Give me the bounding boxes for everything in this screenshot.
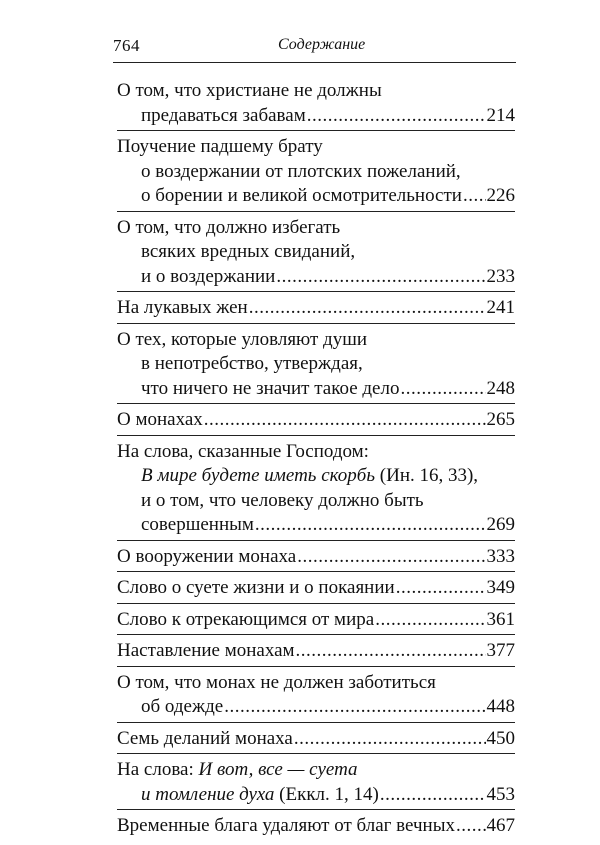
- toc-entry-last-line: [117, 695, 515, 720]
- toc-entry[interactable]: [117, 758, 515, 810]
- toc-entry-text: Семь деланий монаха: [117, 727, 293, 749]
- dot-leader: [400, 377, 485, 402]
- dot-leader: [255, 513, 486, 538]
- toc-entry-line: и о том, что человеку должно быть: [141, 489, 424, 511]
- toc-entry-line: О том, что монах не должен заботиться: [117, 671, 436, 693]
- toc-entry-last-line: [117, 639, 515, 664]
- toc-entry[interactable]: [117, 135, 515, 212]
- toc-entry-last-line: [117, 296, 515, 321]
- toc-entry-last-line: [117, 184, 515, 209]
- toc-entry[interactable]: [117, 440, 515, 541]
- toc-page-number: 265: [486, 409, 515, 430]
- toc-entry[interactable]: [117, 296, 515, 324]
- dot-leader: [224, 695, 485, 720]
- toc-page-number: 241: [486, 297, 515, 318]
- toc-entry-line: На слова, сказанные Господом:: [117, 440, 369, 462]
- toc-entry-last-line: [117, 545, 515, 570]
- toc-page-number: 448: [486, 696, 515, 717]
- toc-entry-last-line: [117, 608, 515, 633]
- dot-leader: [249, 296, 486, 321]
- toc-page-number: 361: [486, 608, 515, 630]
- toc-entry[interactable]: [117, 671, 515, 723]
- scripture-quote: И вот, все — суета: [198, 759, 358, 780]
- dot-leader: [380, 783, 486, 808]
- toc-entry-text: Слово о суете жизни и о покаянии: [117, 577, 395, 598]
- toc-entry[interactable]: [117, 608, 515, 636]
- toc-entry[interactable]: [117, 639, 515, 667]
- toc-entry-text: О монахах: [117, 409, 203, 430]
- toc-entry-text: Слово к отрекающимся от мира: [117, 608, 375, 630]
- toc-entry[interactable]: [117, 814, 515, 841]
- toc-page-number: 269: [486, 514, 515, 535]
- toc-entry-text: предаваться забавам: [141, 104, 306, 126]
- toc-entry[interactable]: [117, 328, 515, 405]
- dot-leader: [463, 184, 486, 209]
- toc-entry-last-line: [117, 576, 515, 601]
- toc-entry-text: о борении и великой осмотрительности: [141, 185, 462, 206]
- toc-page-number: 248: [486, 377, 515, 399]
- toc-entry-text: совершенным: [141, 514, 254, 535]
- toc-page-number: 453: [486, 783, 515, 805]
- toc-page-number: 333: [486, 545, 515, 567]
- dot-leader: [396, 576, 486, 601]
- toc-entry-line: о воздержании от плотских пожеланий,: [141, 160, 461, 182]
- toc-entry-line: О том, что христиане не должны: [117, 80, 382, 101]
- toc-entry-line: [117, 464, 515, 489]
- toc-page-number: 214: [486, 104, 515, 126]
- toc-entry-text: На слова:: [117, 759, 199, 780]
- toc-entry[interactable]: [117, 408, 515, 436]
- running-title: Содержание: [278, 36, 366, 53]
- page-number: 764: [113, 36, 140, 55]
- toc-entry-last-line: [117, 104, 515, 129]
- toc-entry-text: [141, 783, 379, 808]
- table-of-contents: [117, 79, 515, 845]
- toc-entry-line: в непотребство, утверждая,: [141, 353, 363, 374]
- dot-leader: [296, 639, 486, 664]
- toc-entry-line: О том, что должно избегать: [117, 216, 341, 238]
- toc-entry-last-line: [117, 783, 515, 808]
- toc-page-number: 226: [486, 185, 515, 206]
- toc-entry-last-line: [117, 814, 515, 839]
- toc-entry-last-line: [117, 265, 515, 290]
- dot-leader: [297, 545, 485, 570]
- toc-page-number: 377: [486, 640, 515, 661]
- toc-entry-text: На лукавых жен: [117, 297, 248, 318]
- toc-entry-text: об одежде: [141, 696, 224, 717]
- scripture-reference: (Еккл. 1, 14): [274, 783, 379, 805]
- dot-leader: [456, 814, 486, 839]
- dot-leader: [294, 727, 486, 752]
- toc-page-number: 467: [486, 815, 515, 836]
- toc-entry-last-line: [117, 408, 515, 433]
- toc-entry-last-line: [117, 727, 515, 752]
- toc-entry[interactable]: [117, 545, 515, 573]
- toc-entry-last-line: [117, 513, 515, 538]
- toc-entry-text: Временные блага удаляют от благ вечных: [117, 815, 455, 836]
- dot-leader: [276, 265, 485, 290]
- dot-leader: [307, 104, 486, 129]
- toc-entry-line: Поучение падшему брату: [117, 136, 323, 157]
- scripture-quote: В мире будете иметь скорбь: [141, 465, 376, 486]
- toc-entry-line: всяких вредных свиданий,: [141, 241, 356, 262]
- toc-entry[interactable]: [117, 216, 515, 293]
- scripture-quote: и томление духа: [141, 783, 275, 805]
- dot-leader: [375, 608, 485, 633]
- toc-page-number: 349: [486, 577, 515, 598]
- toc-entry-text: и о воздержании: [141, 265, 276, 287]
- toc-entry-line: [117, 758, 515, 783]
- toc-page-number: 450: [486, 727, 515, 749]
- toc-entry[interactable]: [117, 79, 515, 131]
- header-divider: [113, 62, 516, 63]
- dot-leader: [204, 408, 486, 433]
- toc-entry-text: что ничего не значит такое дело: [141, 377, 400, 399]
- toc-entry-text: Наставление монахам: [117, 640, 295, 661]
- toc-entry-last-line: [117, 377, 515, 402]
- scripture-reference: (Ин. 16, 33),: [375, 465, 479, 486]
- toc-entry[interactable]: [117, 576, 515, 604]
- toc-page-number: 233: [486, 265, 515, 287]
- toc-entry-line: О тех, которые уловляют души: [117, 328, 368, 350]
- page-header: [113, 36, 513, 62]
- toc-entry-text: О вооружении монаха: [117, 545, 297, 567]
